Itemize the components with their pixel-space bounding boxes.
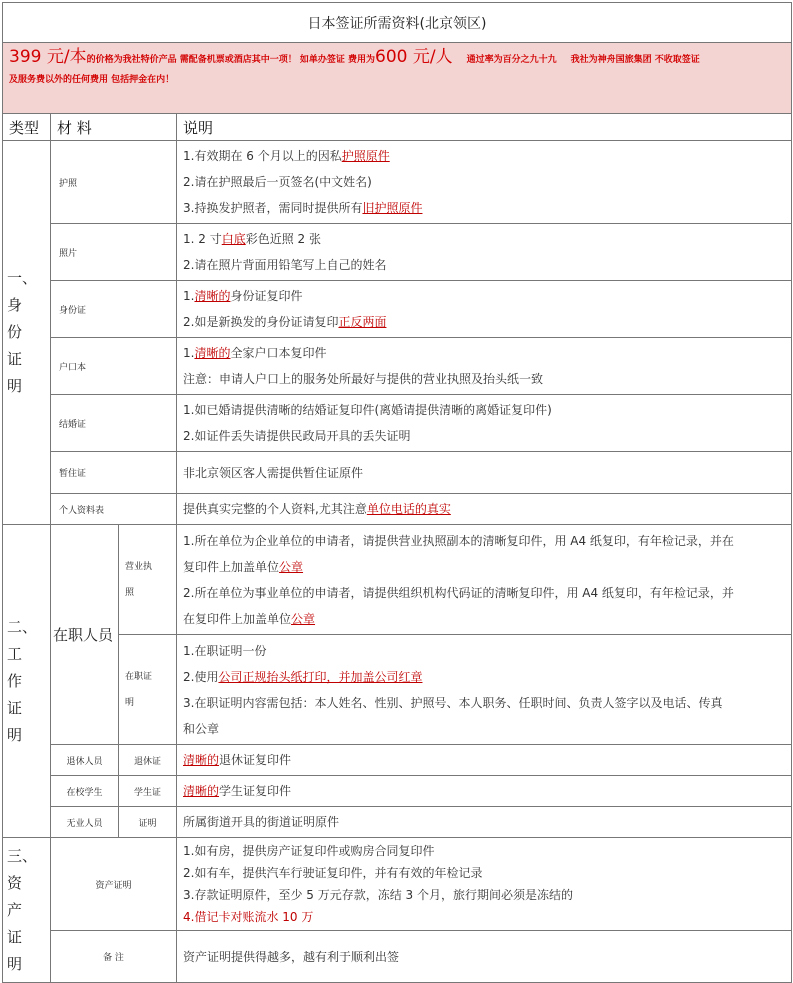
category-assets: 三、 资 产 证 明 [3,838,51,983]
price-text: 的价格为我社特价产品 需配备机票或酒店其中一项！ 如单办签证 费用为 [86,55,375,65]
category-work: 二、 工 作 证 明 [3,525,51,838]
material-marriage: 结婚证 [51,395,177,452]
desc-note: 资产证明提供得越多，越有利于顺利出签 [177,931,792,983]
desc-business-license: 1.所在单位为企业单位的申请者，请提供营业执照副本的清晰复印件，用 A4 纸复印，有年检记录，并在 复印件上加盖单位公章 2.所在单位为事业单位的申请者，请提供组织机构代码证的清晰复印件，用 A4 纸复印，有年检记录，并 在复印件上加盖单位公章 [177,525,792,635]
visa-requirements-table [2,2,792,983]
desc-photo: 1. 2 寸白底彩色近照 2 张 2.请在照片背面用铅笔写上自己的姓名 [177,224,792,281]
material-retired: 退休人员 [51,745,119,776]
material-passport: 护照 [51,141,177,224]
desc-passport: 1.有效期在 6 个月以上的因私护照原件 2.请在护照最后一页签名(中文姓名) 3.持换发护照者，需同时提供所有旧护照原件 [177,141,792,224]
material-unemployed-cert: 证明 [119,807,177,838]
material-business-license: 营业执 照 [119,525,177,635]
pass-rate-text: 通过率为百分之九十九 [466,55,557,65]
material-unemployed: 无业人员 [51,807,119,838]
desc-residence: 非北京领区客人需提供暂住证原件 [177,452,792,494]
material-asset-proof: 资产证明 [51,838,177,931]
material-student-card: 学生证 [119,776,177,807]
material-employed: 在职人员 [51,525,119,745]
visa-document [2,2,791,983]
desc-unemployed: 所属街道开具的街道证明原件 [177,807,792,838]
desc-marriage: 1.如已婚请提供清晰的结婚证复印件(离婚请提供清晰的离婚证复印件) 2.如证件丢失请提供民政局开具的丢失证明 [177,395,792,452]
page-title: 日本签证所需资料(北京领区) [3,3,792,43]
desc-id-card: 1.清晰的身份证复印件 2.如是新换发的身份证请复印正反两面 [177,281,792,338]
header-type: 类型 [3,114,51,141]
material-id-card: 身份证 [51,281,177,338]
desc-employment-cert: 1.在职证明一份 2.使用公司正规抬头纸打印，并加盖公司红章 3.在职证明内容需包括：本人姓名、性别、护照号、本人职务、任职时间、负责人签字以及电话、传真 和公章 [177,635,792,745]
material-employment-cert: 在职证 明 [119,635,177,745]
price-big: 399 元/本 [9,47,87,67]
company-text: 我社为神舟国旅集团 不收取签证 [570,55,700,65]
material-note: 备 注 [51,931,177,983]
price-notice [3,43,792,114]
desc-household: 1.清晰的全家户口本复印件 注意：申请人户口上的服务处所最好与提供的营业执照及抬头纸一致 [177,338,792,395]
material-photo: 照片 [51,224,177,281]
desc-student: 清晰的学生证复印件 [177,776,792,807]
header-material: 材 料 [51,114,177,141]
material-retired-cert: 退休证 [119,745,177,776]
desc-asset-proof: 1.如有房，提供房产证复印件或购房合同复印件 2.如有车，提供汽车行驶证复印件，并有有效的年检记录 3.存款证明原件，至少 5 万元存款，冻结 3 个月，旅行期间必须是冻结的 4.借记卡对账流水 10 万 [177,838,792,931]
header-desc: 说明 [177,114,792,141]
material-personal-form: 个人资料表 [51,494,177,525]
fee-big: 600 元/人 [375,47,453,67]
notice-line2: 及服务费以外的任何费用 包括押金在内！ [9,75,175,85]
material-student: 在校学生 [51,776,119,807]
desc-personal-form: 提供真实完整的个人资料,尤其注意单位电话的真实 [177,494,792,525]
category-identity: 一、 身 份 证 明 [3,141,51,525]
desc-retired: 清晰的退休证复印件 [177,745,792,776]
material-residence: 暂住证 [51,452,177,494]
material-household: 户口本 [51,338,177,395]
